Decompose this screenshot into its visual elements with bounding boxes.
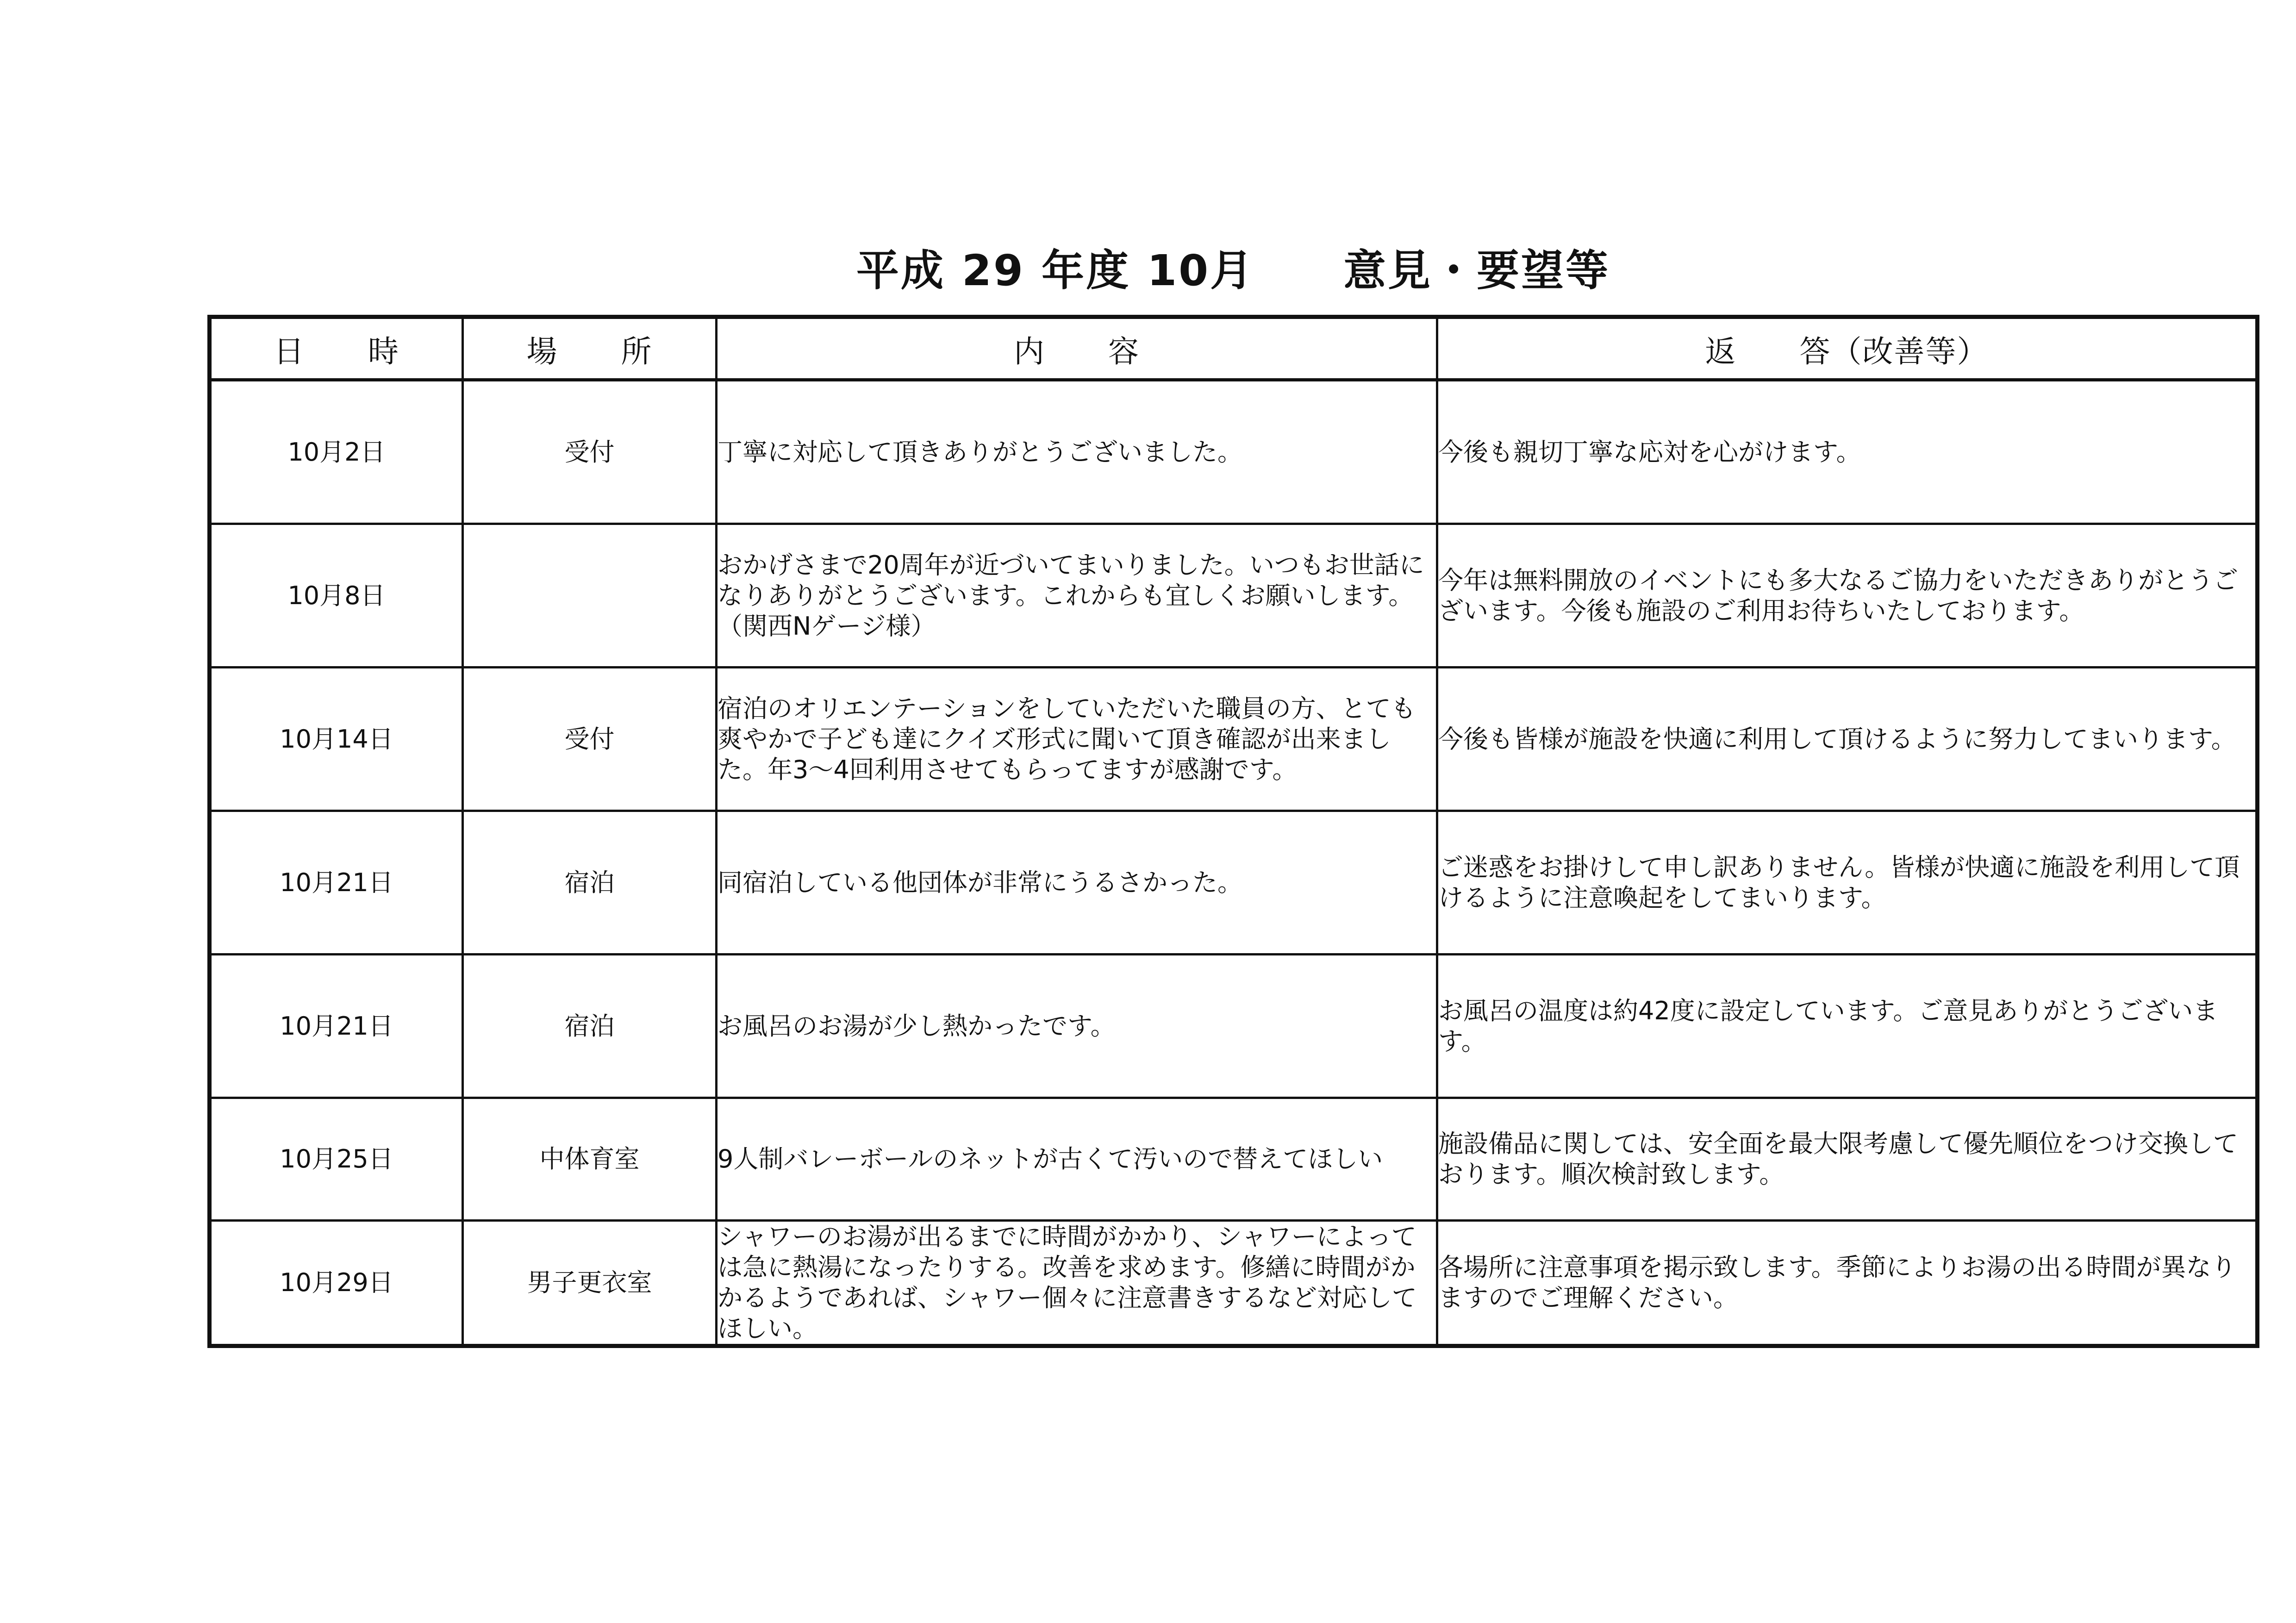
- opinion-table: [207, 315, 2259, 1348]
- table-row: [210, 524, 2258, 668]
- content-cell: 丁寧に対応して頂きありがとうございました。: [717, 380, 1437, 524]
- reply-cell: 施設備品に関しては、安全面を最大限考慮して優先順位をつけ交換しております。順次検討致します。: [1437, 1098, 2258, 1221]
- header-date: 日 時: [210, 317, 463, 380]
- date-cell: 10月21日: [210, 811, 463, 955]
- header-reply: 返 答（改善等）: [1437, 317, 2258, 380]
- table-row: [210, 1221, 2258, 1346]
- reply-cell: ご迷惑をお掛けして申し訳ありません。皆様が快適に施設を利用して頂けるように注意喚起をしてまいります。: [1437, 811, 2258, 955]
- date-cell: 10月29日: [210, 1221, 463, 1346]
- table-row: [210, 955, 2258, 1098]
- reply-cell: 各場所に注意事項を掲示致します。季節によりお湯の出る時間が異なりますのでご理解ください。: [1437, 1221, 2258, 1346]
- reply-cell: 今後も皆様が施設を快適に利用して頂けるように努力してまいります。: [1437, 668, 2258, 811]
- header-content: 内 容: [717, 317, 1437, 380]
- date-cell: 10月25日: [210, 1098, 463, 1221]
- reply-cell: お風呂の温度は約42度に設定しています。ご意見ありがとうございます。: [1437, 955, 2258, 1098]
- place-cell: 受付: [463, 668, 717, 811]
- content-cell: シャワーのお湯が出るまでに時間がかかり、シャワーによっては急に熱湯になったりする。改善を求めます。修繕に時間がかかるようであれば、シャワー個々に注意書きするなど対応してほしい。: [717, 1221, 1437, 1346]
- place-cell: 宿泊: [463, 955, 717, 1098]
- content-cell: お風呂のお湯が少し熱かったです。: [717, 955, 1437, 1098]
- table-row: [210, 380, 2258, 524]
- content-cell: 同宿泊している他団体が非常にうるさかった。: [717, 811, 1437, 955]
- place-cell: 受付: [463, 380, 717, 524]
- date-cell: 10月2日: [210, 380, 463, 524]
- reply-cell: 今後も親切丁寧な応対を心がけます。: [1437, 380, 2258, 524]
- page-title: 平成 29 年度 10月 意見・要望等: [856, 246, 1610, 295]
- place-cell: [463, 524, 717, 668]
- table-row: [210, 811, 2258, 955]
- content-cell: 宿泊のオリエンテーションをしていただいた職員の方、とても爽やかで子ども達にクイズ形式に聞いて頂き確認が出来ました。年3～4回利用させてもらってますが感謝です。: [717, 668, 1437, 811]
- place-cell: 中体育室: [463, 1098, 717, 1221]
- header-place: 場 所: [463, 317, 717, 380]
- date-cell: 10月14日: [210, 668, 463, 811]
- table-row: [210, 668, 2258, 811]
- reply-cell: 今年は無料開放のイベントにも多大なるご協力をいただきありがとうございます。今後も施設のご利用お待ちいたしております。: [1437, 524, 2258, 668]
- table-header-row: [210, 317, 2258, 380]
- date-cell: 10月21日: [210, 955, 463, 1098]
- place-cell: 宿泊: [463, 811, 717, 955]
- place-cell: 男子更衣室: [463, 1221, 717, 1346]
- content-cell: 9人制バレーボールのネットが古くて汚いので替えてほしい: [717, 1098, 1437, 1221]
- content-cell: おかげさまで20周年が近づいてまいりました。いつもお世話になりありがとうございます。これからも宜しくお願いします。（関西Nゲージ様）: [717, 524, 1437, 668]
- table-row: [210, 1098, 2258, 1221]
- date-cell: 10月8日: [210, 524, 463, 668]
